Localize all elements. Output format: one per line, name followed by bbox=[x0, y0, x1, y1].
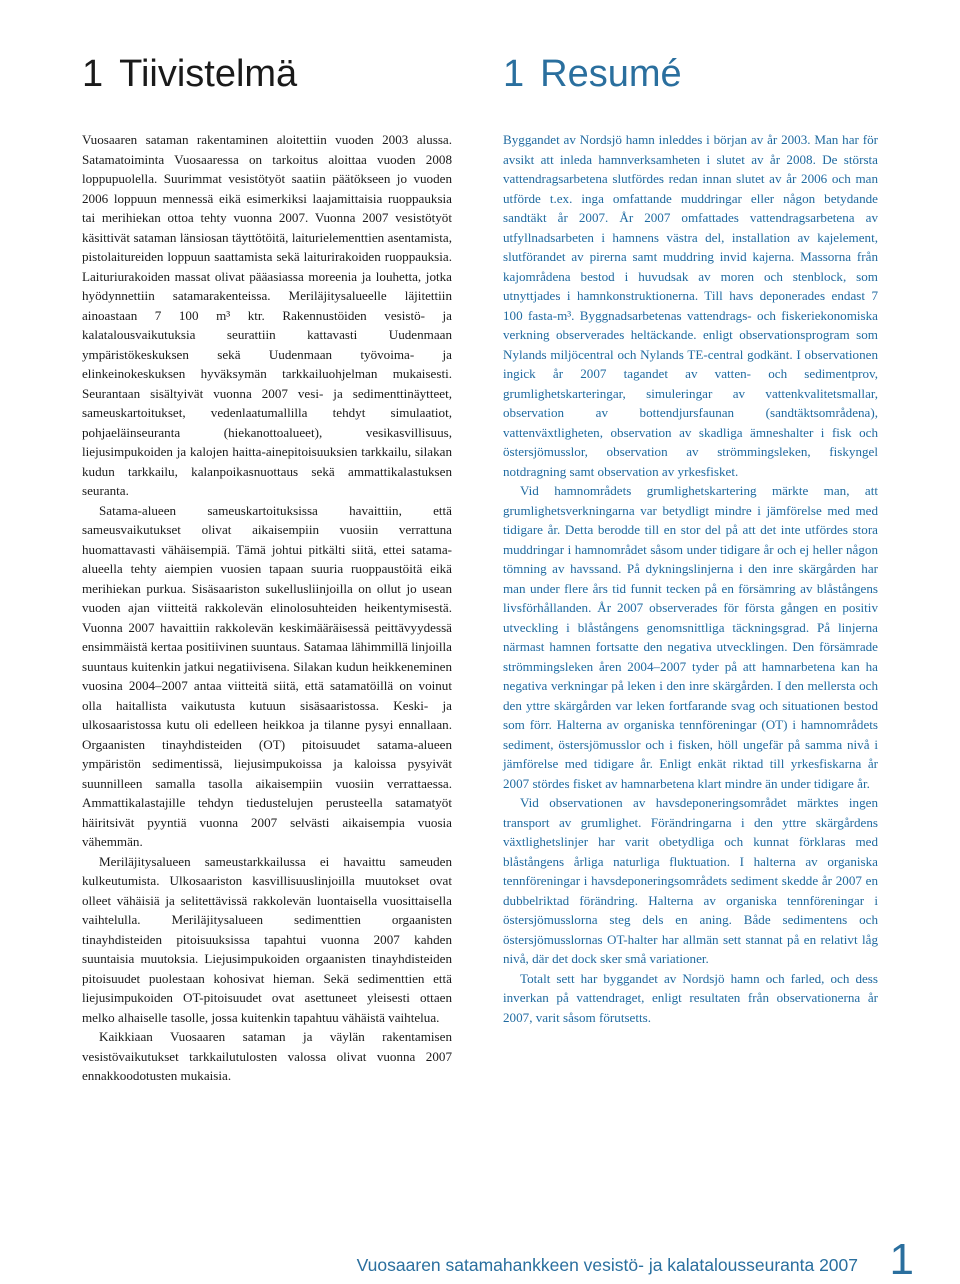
page-number: 1 bbox=[889, 1235, 914, 1284]
finnish-summary-column bbox=[82, 130, 452, 1086]
swedish-heading bbox=[503, 52, 682, 96]
finnish-heading bbox=[82, 52, 297, 96]
finnish-paragraph-2: Satama-alueen sameuskartoituksissa havaittiin, että sameusvaikutukset olivat aikaisempiin vuosiin verrattuna huomattavasti vähäisempiä. Tämä johtui pitkälti siitä, ettei satama-alueella tehty aiempien vuosien tapaan suuria ruoppaustöitä eikä merihiekan purkua. Sisäsaariston sukellusliinjoilla on ollut jo usean vuoden ajan viitteitä rakkolevän elinolosuhteiden heikentymisestä. Vuonna 2007 havaittiin rakkolevän keskimääräisessä peittävyydessä ensimmäistä kertaa positiivinen suuntaus. Satamaa lähimmillä linjoilla suuntaus kuitenkin jatkui negatiivisena. Silakan kudun heikkeneminen vuosina 2004–2007 antaa viitteitä siitä, että satamatöillä on voinut olla haitallista vaikutusta kutuun sisäsaaristossa. Keski- ja ulkosaaristossa kutu oli edelleen heikkoa ja tilanne pysyi ennallaan. Orgaanisten tinayhdisteiden (OT) pitoisuudet satama-alueen ympäristön sedimentissä, liejusimpukoissa ja kaloissa pysyivät suunnilleen samalla tasolla aikaisempiin vuosiin verrattaessa. Ammattikalastajille tehdyn tiedustelujen perusteella satamatyöt häiritsivät pyyntiä vuonna 2007 selvästi aikaisempia vuosia vähemmän. bbox=[82, 502, 452, 849]
swedish-paragraph-4: Totalt sett har byggandet av Nordsjö hamn och farled, och dess inverkan på vattendraget, enligt resultaten från observationerna år 2007, varit såsom förutsetts. bbox=[503, 970, 878, 1025]
swedish-paragraph-3: Vid observationen av havsdeponeringsområdet märktes ingen transport av grumlighet. Förändringarna i den yttre skärgårdens växtlighetslinjer har varit obetydliga och kunnat förklaras med blåstångens årliga naturliga fluktuation. I halterna av organiska tennföreningar i havsdeponeringsområdets sediment skedde år 2007 en dubbelriktad förändring. Halterna av organiska tennföreningar i östersjömusslorna steg dels en aning. Både sedimentens och östersjömusslornas OT-halter har allmän sett stannat på en relativt låg nivå, där det dock sker små variationer. bbox=[503, 795, 878, 966]
finnish-paragraph-4: Kaikkiaan Vuosaaren sataman ja väylän rakentamisen vesistövaikutukset tarkkailutulosten valossa olivat vuonna 2007 ennakkoodotusten mukaisia. bbox=[82, 1029, 452, 1083]
finnish-paragraph-3: Meriläjitysalueen sameustarkkailussa ei havaittu sameuden kulkeutumista. Ulkosaariston kasvillisuuslinjoilla muutokset ovat olleet vähäisiä ja selitettävissä rakkolevän luontaisella vuosittaisella vaihtelulla. Meriläjitysalueen sedimenttien orgaanisten tinayhdisteiden pitoisuuksissa tapahtui vuonna 2007 kahden suuntaisia muutoksia. Liejusimpukoiden orgaanisten tinayhdisteiden pitoisuudet puolestaan kohosivat hieman. Sekä sedimenttien että liejusimpukoiden OT-pitoisuudet ovat asettuneet yleisesti ottaen melko alhaiselle tasolle, jossa kuitenkin tapahtuu vähäistä vaihtelua. bbox=[82, 853, 452, 1025]
finnish-heading-title: Tiivistelmä bbox=[119, 53, 298, 95]
finnish-heading-number: 1 bbox=[82, 53, 104, 95]
swedish-summary-column bbox=[503, 130, 878, 1027]
footer-title: Vuosaaren satamahankkeen vesistö- ja kalatalousseuranta 2007 bbox=[356, 1255, 858, 1275]
swedish-heading-title: Resumé bbox=[540, 53, 682, 95]
finnish-paragraph-1: Vuosaaren sataman rakentaminen aloitettiin vuoden 2003 alussa. Satamatoiminta Vuosaaressa on tarkoitus aloittaa vuoden 2008 loppupuolella. Suurimmat vesistötyöt saatiin päätökseen jo vuoden 2006 loppuun mennessä eikä esimerkiksi laajamittaisia ruoppauksia tai merihiekan ottoa tehty vuonna 2007. Vuonna 2007 vesistötyöt käsittivät sataman länsiosan täyttötöitä, laiturielementtien asentamista, pistolaitureiden loppuun saattamista sekä laiturirakoiden ruoppauksia. Laituriurakoiden massat olivat pääasiassa moreenia ja louhetta, jotka hyödynnettiin satamarakenteissa. Meriläjitysalueelle läjitettiin ainoastaan 7 100 m³ ktr. Rakennustöiden vesistö- ja kalatalousvaikutuksia seurattiin kattavasti Uudenmaan ympäristökeskuksen sekä Uudenmaan työvoima- ja elinkeinokeskuksen hyväksymän tarkkailuohjelman mukaisesti. Seurantaan sisältyivät vuonna 2007 vesi- ja sedimenttinäytteet, sameuskartoitukset, vedenlaatumallilla tehdyt simulaatiot, pohjaeläinseuranta (hiekanottoalueet), vesikasvillisuus, liejusimpukoiden ja kalojen haitta-ainepitoisuuksien tarkkailu, silakan kudun tarkkailu, kalanpoikasnuottaus sekä ammattikalastuksen seuranta. bbox=[82, 132, 452, 498]
swedish-paragraph-1: Byggandet av Nordsjö hamn inleddes i början av år 2003. Man har för avsikt att inleda hamnverksamheten i slutet av år 2008. De största vattendragsarbetena slutfördes redan innan slutet av år 2006 och man utförde t.ex. inga omfattande muddringar eller någon betydande sandtäkt år 2007. År 2007 omfattades vattendragsarbetena av utfyllnadsarbeten i hamnens västra del, installation av kajelement, slutförandet av pirerna samt muddring invid kajerna. Massorna från kajområdena bestod i huvudsak av moren och stenblock, som utnyttjades i hamnkonstruktionerna. Till havs deponerades endast 7 100 fasta-m³. Byggnadsarbetenas vattendrags- och fiskeriekonomiska verkning observerades heltäckande. enligt observationsprogram som Nylands miljöcentral och Nylands TE-central godkänt. I observationen ingick år 2007 tagandet av vatten- och sedimentprov, grumlighetskarteringar, simuleringar av vattenkvalitetsmallar, observation av bottendjursfaunan (sandtäktsområdena), vattenväxtligheten, observation av skadliga ämneshalter i fisk och östersjömusslor, observation av strömmingsleken, fiskyngel notdragning samt observation av yrkesfisket. bbox=[503, 132, 878, 479]
swedish-heading-number: 1 bbox=[503, 53, 525, 95]
swedish-paragraph-2: Vid hamnområdets grumlighetskartering märkte man, att grumlighetsverkningarna var betydligt mindre i jämförelse med med tidigare år. Detta berodde till en stor del på att det inte utfördes stora muddringar i hamnområdet såsom under tidigare år och ej heller någon tömning av havssand. På dykningslinjerna i den inre skärgården har man under flere års tid funnit tecken på en försämring av blåstångens livsförhållanden. År 2007 observerades för första gången en positiv utveckling i blåstångens genomsnittliga täckningsgrad. På linjerna närmast hamnen fortsatte den negativa utvecklingen. Den försämrade strömmingsleken åren 2004–2007 tyder på att hamnarbetena kan ha negativa verkningar på leken i den inre skärgården. I den mellersta och den yttre skärgården var leken fortfarande svag och situationen bestod som förr. Halterna av organiska tennföreningar (OT) i hamnområdets sediment, östersjömusslor och i fisken, höll ungefär på samma nivå i jämförelse med tidigare år. Enligt enkät riktad till yrkesfiskarna år 2007 stördes fisket av hamnarbetena klart mindre än under tidigare år. bbox=[503, 483, 878, 791]
page-footer bbox=[356, 1235, 914, 1284]
